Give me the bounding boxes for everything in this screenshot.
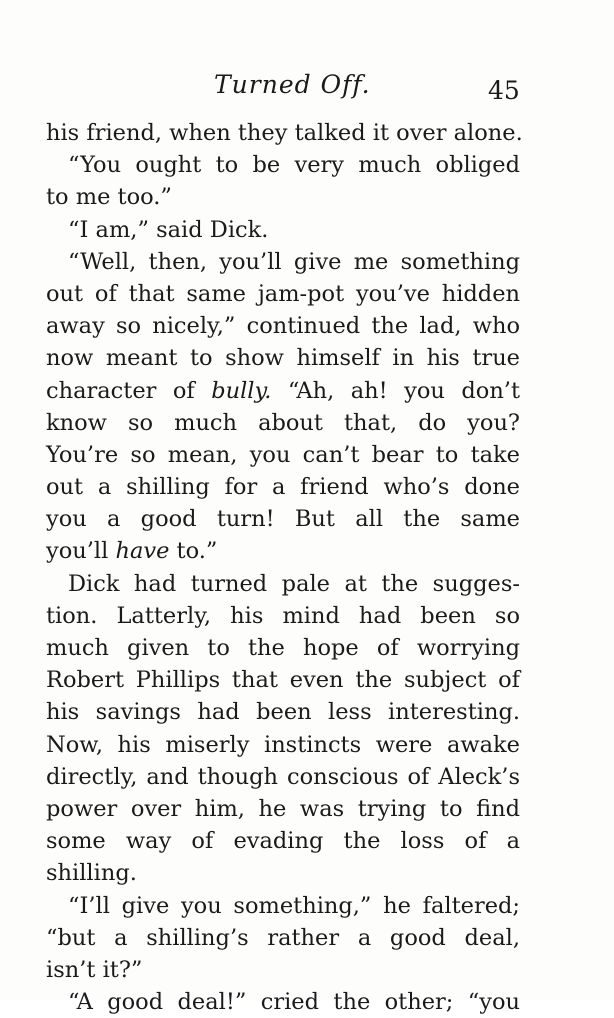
text-run: you’ll	[46, 538, 116, 565]
text-line: You’re so mean, you can’t bear to take	[46, 441, 520, 468]
text-line: power over him, he was trying to find	[46, 795, 520, 822]
text-line: tion. Latterly, his mind had been so	[46, 602, 520, 629]
text-run: “Ah, ah! you don’t	[271, 377, 520, 404]
text-line: “Well, then, you’ll give me something	[68, 248, 520, 275]
text-line: some way of evading the loss of a	[46, 828, 520, 855]
text-line: isn’t it?”	[46, 956, 143, 983]
text-line: you a good turn! But all the same	[46, 506, 520, 533]
text-line: shilling.	[46, 860, 137, 887]
text-run: to.”	[169, 538, 218, 565]
text-line	[46, 535, 520, 567]
text-line: know so much about that, do you?	[46, 409, 520, 436]
text-line: to me too.”	[46, 184, 172, 211]
text-line	[46, 375, 520, 407]
text-line: “I am,” said Dick.	[68, 216, 269, 243]
text-line: “I’ll give you something,” he faltered;	[68, 892, 520, 919]
page-number: 45	[488, 76, 520, 105]
text-line: “but a shilling’s rather a good deal,	[46, 924, 520, 951]
text-line: directly, and though conscious of Aleck’s	[46, 763, 520, 790]
text-line: his friend, when they talked it over alone.	[46, 120, 523, 146]
text-line: Dick had turned pale at the sugges-	[68, 570, 520, 597]
italic-word: bully.	[211, 377, 272, 404]
text-line: away so nicely,” continued the lad, who	[46, 313, 520, 340]
text-line: his savings had been less interesting.	[46, 699, 520, 726]
text-line: much given to the hope of worrying	[46, 635, 520, 661]
text-line: Now, his miserly instincts were awake	[46, 731, 520, 758]
text-line: out a shilling for a friend who’s done	[46, 474, 520, 501]
text-line: Robert Phillips that even the subject of	[46, 667, 520, 694]
text-line: now meant to show himself in his true	[46, 345, 520, 372]
text-run: character of	[46, 377, 212, 404]
italic-word: have	[115, 538, 170, 565]
body-text	[46, 117, 523, 1018]
running-title: Turned Off.	[214, 70, 371, 99]
text-line: “A good deal!” cried the other; “you	[68, 989, 520, 1016]
text-line: out of that same jam-pot you’ve hidden	[46, 280, 520, 307]
text-line: “You ought to be very much obliged	[68, 152, 520, 179]
